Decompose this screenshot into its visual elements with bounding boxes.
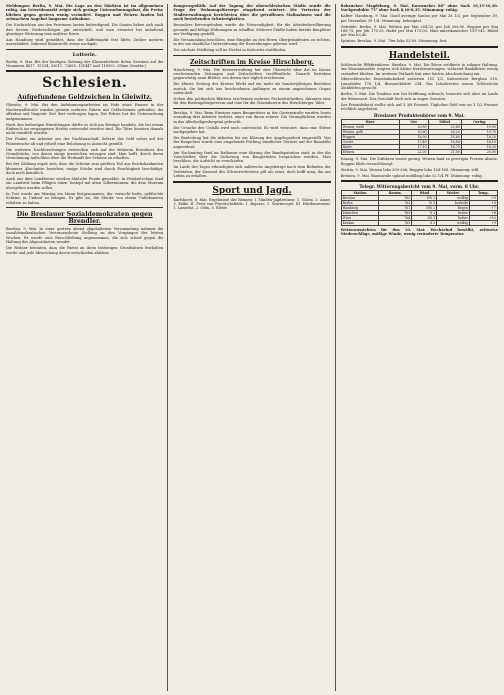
col2-para-1: Kongresspolitik: Auf der Tagung der oberschlesischen Städte wurde die Frage der Wohnungsfürsorge eingehend erörtert. Die Vertreter der Stadtverwaltungen berichteten über die getroffenen Maßnahmen und die noch bestehenden Schwierigkeiten. — [173, 4, 331, 22]
col1-para-1: Meldungen: Berlin, 9. Mai. Die Lage an den Märkten ist im allgemeinen ruhig. Am Getreidemarkt zeigte sich geringe Unternehmungslust, die Preise blieben gegen gestern wenig verändert. Roggen und Weizen fanden bei schwachem Angebot langsame Aufnahme. — [6, 4, 164, 22]
hirschberg-para-1: Hirschberg, 9. Mai. Die Kreisverwaltung hat eine Übersicht über die im Kreise erscheinenden Zeitungen und Zeitschriften veröffentlicht. Danach bestehen gegenwärtig neun Blätter, von denen vier täglich erscheinen. — [173, 67, 331, 81]
gleiwitz-para-1: Gleiwitz, 9. Mai. Bei den Aufräumungsarbeiten im Hofe eines Hauses in der Niederwallstraße wurden gestern mehrere Pakete mit Geldscheinen gefunden, die offenbar seit längerer Zeit dort verborgen lagen. Die Polizei hat die Untersuchung aufgenommen. — [6, 103, 164, 121]
table-cell: 19,90 — [461, 125, 497, 130]
col2-para-3: Die Versammlung beschloss, eine Eingabe an den Herrn Oberpräsidenten zu richten, in der um staatliche Unterstützung der Bestrebungen gebeten wird. — [173, 37, 331, 47]
table-cell: 16,80 — [428, 140, 461, 145]
table-cell: 20,20 — [428, 130, 461, 135]
column-1 — [6, 4, 168, 691]
table-cell: SO 1 — [412, 215, 437, 220]
column-2 — [173, 4, 335, 691]
table-cell: Roggen — [341, 135, 399, 140]
col3-para-2: Kaffee: Hamburg, 9. Mai. Good average Santos per Mai 38 1/2, per September 39, per Dezember 39 1/4. Stimmung: behauptet. — [340, 14, 498, 23]
breslau2-para-4: Am Nachmittag fand im Rathause eine Sitzung der Baudeputation statt, in der die Vorschriften über die Sicherung von Baugerüsten besprochen wurden. Man beschloss, die Aufsicht zu verschärfen. — [173, 150, 331, 164]
lotterie-text: Berlin, 9. Mai. Bei der heutigen Ziehung der Klassenlotterie fielen Gewinne auf die Nummern 4817, 19234, 53011, 72655, 101447 und 118902. (Ohne Gewähr.) — [6, 59, 164, 69]
table-cell: Hafer — [341, 145, 399, 150]
weather-table — [341, 190, 498, 226]
table-cell: 17,10 — [399, 145, 428, 150]
table-cell: Hamburg — [341, 205, 379, 210]
table-cell: +7 — [469, 205, 497, 210]
table-header: Mittel — [428, 120, 461, 125]
table-cell: 22,00 — [399, 150, 428, 155]
table-cell: heiter — [437, 210, 469, 215]
table-cell: SW 2 — [412, 195, 437, 200]
gleiwitz-para-7: In Tost wurde am Montag ein Mann festgenommen, der versucht hatte, gefälschte Scheine in Umlauf zu bringen. Er gibt an, die Stücke von einem Unbekannten erhalten zu haben. — [6, 191, 164, 205]
col2-para-4: Der nächste Städtetag soll im Herbst in Kattowitz stattfinden. — [173, 48, 287, 53]
table-cell: bedeckt — [437, 200, 469, 205]
breslau2-para-5: Im Laufe des Tages erkundigten sich zahlreiche Angehörige nach dem Befinden der Verletzten; der Zustand des Schwerverletzten gilt als ernst, doch hofft man, ihn am Leben zu erhalten. — [173, 165, 331, 179]
table-header: Temp. — [469, 190, 497, 195]
col3-para-3: Getreide: Berlin, 9. Mai. Weizen per Mai 204,50, per Juli 206,00. Roggen per Mai 168,75, per Juli 170,25. Hafer per Mai 172,00. Mais amerikanischer 139-142. Rüböl per Mai 63,40. — [340, 24, 498, 38]
market-table — [341, 119, 498, 155]
table-cell: Regen — [437, 205, 469, 210]
table-cell: 16,30 — [461, 145, 497, 150]
after-table-para-3: Bremen, 9. Mai. Baumwolle upland middling loko 52 1/4 Pf. Stimmung: ruhig. — [340, 173, 483, 178]
handel-para-3: Berlin, 9. Mai. Die Tendenz war bei Eröffnung schwach, besserte sich aber im Laufe der Börsenzeit. Das Geschäft hielt sich in engen Grenzen. — [340, 92, 498, 101]
table-cell: 765 — [379, 210, 412, 215]
table-cell: S 2 — [412, 220, 437, 225]
table-row — [341, 150, 497, 155]
table-header: Gut — [399, 120, 428, 125]
heading-gleiwitz: Aufgefundene Geldzeichen in Gleiwitz. — [17, 94, 152, 102]
after-table-para-1: Danzig, 9. Mai. Die Zufuhren waren gering. Weizen fand zu gestrigen Preisen Absatz, Roggen blieb vernachlässigt. — [340, 157, 498, 166]
table-header: Station — [341, 190, 379, 195]
divider — [173, 181, 330, 183]
table-cell: +10 — [469, 215, 497, 220]
breslau-para-2: Die Redner betonten, dass die Partei an ihren bisherigen Grundsätzen festhalten werde und jede Abweichung davon entschieden ablehne. — [6, 246, 164, 255]
table-header: Wetter — [437, 190, 469, 195]
heading-lotterie: Lotterie. — [72, 51, 97, 58]
weather-forecast: Wetteraussichten für den 10. Mai: Wechselnd bewölkt, zeitweise Niederschläge, mäßige Winde, wenig veränderte Temperatur. — [340, 227, 498, 237]
table-header: Ware — [341, 120, 399, 125]
breslau2-para-2: Die Ursache des Unfalls wird noch untersucht. Es wird vermutet, dass eine Stütze nachgegeben hat. — [173, 125, 331, 134]
table-cell: Breslau — [341, 195, 379, 200]
table-cell: O 1 — [412, 210, 437, 215]
table-cell: 20,60 — [399, 130, 428, 135]
table-cell: Krakau — [341, 220, 379, 225]
heading-sport: Sport und Jagd. — [212, 185, 292, 196]
table-cell: 19,70 — [461, 130, 497, 135]
table-cell: 764 — [379, 215, 412, 220]
breslau-para-1: Breslau, 9. Mai. In einer gestern abend abgehaltenen Versammlung nahmen die sozialdemokratischen Vertrauensleute Stellung zu den Vorgängen der letzten Wochen. Es wurde eine Entschließung angenommen, die sich scharf gegen die Haltung des Abgeordneten wendet. — [6, 227, 164, 245]
table-header: Wind — [412, 190, 437, 195]
table-cell: 762 — [379, 195, 412, 200]
table-cell: +8 — [469, 200, 497, 205]
gleiwitz-para-5: Bei der Zählung ergab sich, dass die Scheine zum größten Teil aus Reichsbanknoten kleinerer Abschnitte bestehen; einige Stücke sind durch Feuchtigkeit beschädigt, doch noch kenntlich. — [6, 162, 164, 176]
divider — [6, 70, 163, 72]
after-table-para-2: Stettin, 9. Mai. Weizen loko 200-206, Roggen loko 164-168. Stimmung: still. — [340, 167, 480, 172]
table-cell: 17,40 — [399, 140, 428, 145]
table-cell: 16,60 — [428, 135, 461, 140]
table-cell: +9 — [469, 195, 497, 200]
table-cell: 20,00 — [461, 150, 497, 155]
divider — [173, 55, 330, 56]
col1-para-3: Aus Hamburg wird gemeldet, dass der Kaffeemarkt fest blieb; Zucker notierte unverändert, während Baumwolle etwas nachgab. — [6, 37, 164, 47]
divider — [6, 207, 163, 208]
breslau2-para-3: Die Bauleitung hat die Arbeiten bis zur Klärung der Angelegenheit eingestellt. Von der Baupolizei wurde eine eingehende Prüfung sämtlicher Gerüste auf der Baustelle angeordnet. — [173, 135, 331, 149]
heading-schlesien: Schlesien. — [42, 75, 128, 92]
page-columns — [6, 4, 498, 691]
table-cell: Berlin — [341, 200, 379, 205]
handel-para-4: Der Privatdiskont stellte sich auf 3 3/8 Prozent. Tägliches Geld war zu 3 1/2 Prozent reichlich angeboten. — [340, 102, 498, 111]
table-cell: Weizen, gelb — [341, 130, 399, 135]
table-cell: 763 — [379, 220, 412, 225]
divider — [6, 49, 163, 50]
heading-breslau-sozialdemokraten: Die Breslauer Sozialdemokraten gegen Brendler. — [16, 211, 153, 225]
table-cell: 20,80 — [399, 125, 428, 130]
gleiwitz-para-6: Auch aus dem Landkreise werden ähnliche Funde gemeldet. In Peiskretscham fand ein Landwirt beim Pflügen einen Tontopf mit alten Silbermünzen, die dem Museum übergeben werden sollen. — [6, 177, 164, 190]
table-cell: NW 2 — [412, 205, 437, 210]
table-cell: 763 — [379, 200, 412, 205]
col3-para-1: Rohzucker: Magdeburg, 9. Mai. Kornzucker 88° ohne Sack 10,15-10,30. Nachprodukte 75° ohne Sack 8,10-8,35. Stimmung: ruhig. — [340, 4, 498, 13]
handel-para-1: Schlesische Effektenbörse. Breslau, 9. Mai. Die Börse eröffnete in ruhiger Haltung. Am Montanmarkte zeigten sich kleine Kursbesserungen, während Bankaktien wenig verändert blieben. Im weiteren Verlaufe trat eine leichte Abschwächung ein. — [340, 62, 498, 76]
table-header: Barom. — [379, 190, 412, 195]
handel-para-2: Oberschlesische Eisenbahnbedarf notierten 152 1/2, Kattowitzer Bergbau 218, Laurahütte 176 1/4, Bismarckhütte 234. Von Lokalwerten waren Schlesische Zinkhütten gesucht. — [340, 77, 498, 91]
table-cell: München — [341, 210, 379, 215]
table-cell: 16,90 — [399, 135, 428, 140]
col2-para-2: Besonders hervorgehoben wurde die Notwendigkeit, für die Arbeiterbevölkerung gesunde und billige Wohnungen zu schaffen. Mehrere Städte haben bereits Bauplätze zur Verfügung gestellt. — [173, 23, 331, 36]
table-cell: Weizen, weiß — [341, 125, 399, 130]
col3-para-4: Spiritus: Breslau, 9. Mai. 70er loko 53,80. Stimmung: fest. — [340, 39, 448, 44]
divider — [341, 180, 498, 182]
table-cell: 16,10 — [461, 140, 497, 145]
table-header: Gering — [461, 120, 497, 125]
weather-table-title: Telegr. Witterungsbericht vom 9. Mai, vorm. 8 Uhr. — [359, 183, 480, 189]
table-cell: 21,00 — [428, 150, 461, 155]
table-cell: 761 — [379, 205, 412, 210]
sport-text: Karlshorst, 8. Mai. Ergebnisse der Rennen: I. Maiden-Jagdrennen: 1. Gloria, 2. Amor, 3. Falke. II. Preis von Friedrichsfelde: 1. Bajazzo, 2. Sturmvogel. III. Hürdenrennen: 1. Lanzelot, 2. Odin, 3. Elster. — [173, 197, 331, 211]
table-cell: 16,20 — [461, 135, 497, 140]
heading-handelsteil: Handelsteil. — [388, 50, 450, 61]
table-row — [341, 220, 497, 225]
gleiwitz-para-3: Der Finder, ein Arbeiter aus der Nachbarschaft, lieferte das Geld sofort auf der Polizeiwache ab und erhielt eine Belohnung in Aussicht gestellt. — [6, 137, 164, 146]
table-cell: Wien — [341, 215, 379, 220]
hirschberg-para-2: Die älteste Zeitung des Kreises blickt auf ein mehr als hundertjähriges Bestehen zurück. Sie hat sich aus bescheidenen Anfängen zu einem angesehenen Organ entwickelt. — [173, 82, 331, 96]
heading-hirschberg: Zeitschriften im Kreise Hirschberg. — [190, 58, 314, 66]
table-cell: wolkig — [437, 195, 469, 200]
divider — [173, 108, 330, 109]
breslau2-para-1: Breslau, 9. Mai. Beim Einsturz eines Baugerüstes in der Gartenstraße wurden heute vormittag drei Arbeiter verletzt, einer von ihnen schwer. Die Verunglückten wurden in das Allerheiligenhospital gebracht. — [173, 110, 331, 124]
table-cell: heiter — [437, 215, 469, 220]
table-cell: +6 — [469, 210, 497, 215]
table-cell: +9 — [469, 220, 497, 225]
divider — [341, 46, 498, 48]
table-cell: 16,70 — [428, 145, 461, 150]
gleiwitz-para-4: Die weiteren Nachforschungen erstrecken sich auf die früheren Bewohner des Grundstücks, von denen einige inzwischen verzogen sind. Man hofft, durch deren Vernehmung Aufschluss über die Herkunft der Scheine zu erhalten. — [6, 147, 164, 161]
col1-para-2: Die Nachrichten aus den Provinzen lauten befriedigend. Die Saaten haben sich nach den letzten Niederschlägen gut entwickelt, und man erwartet bei anhaltend günstiger Witterung eine mittlere Ernte. — [6, 23, 164, 36]
table-cell: Gerste — [341, 140, 399, 145]
market-table-title: Breslauer Produktenbörse vom 9. Mai. — [373, 113, 465, 119]
table-cell: wolkig — [437, 220, 469, 225]
gleiwitz-para-2: Nach den bisherigen Ermittlungen dürfte es sich um Beträge handeln, die bei einem Einbruch im vergangenen Herbst entwendet worden sind. Die Täter konnten damals nicht ermittelt werden. — [6, 122, 164, 136]
table-cell: 20,40 — [428, 125, 461, 130]
table-cell: Erbsen — [341, 150, 399, 155]
table-cell: W 3 — [412, 200, 437, 205]
column-3 — [341, 4, 498, 691]
hirschberg-para-3: Neben den politischen Blättern erscheinen mehrere Fachzeitschriften, darunter eine für den Riesengebirgsverein und eine für die Glasindustrie des Hirschberger Tales. — [173, 97, 331, 106]
